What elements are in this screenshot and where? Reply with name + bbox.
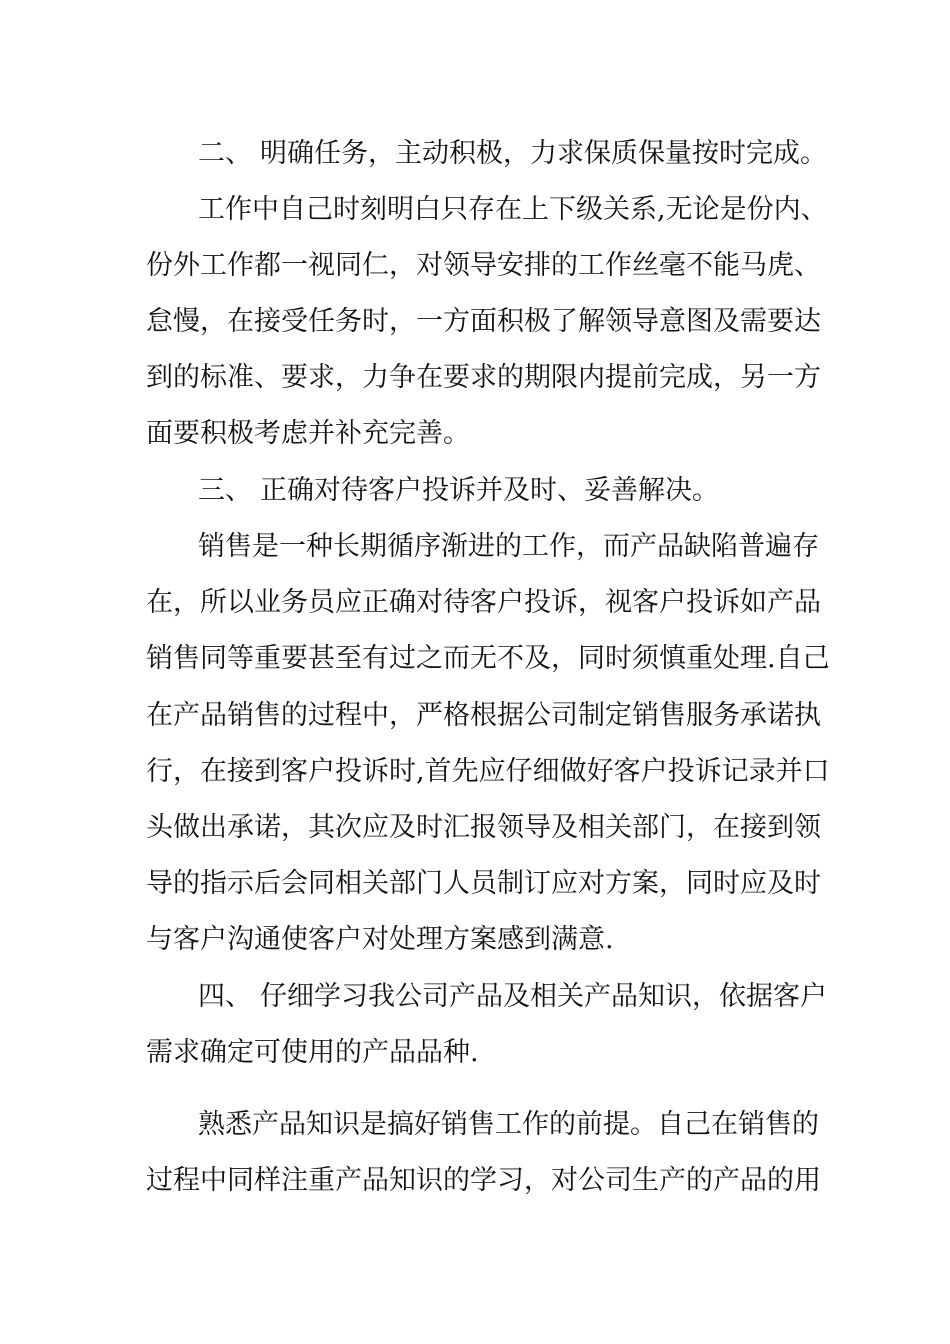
paragraph-line: 销售是一种长期循序渐进的工作，而产品缺陷普遍存: [198, 531, 819, 562]
paragraph-line: 怠慢，在接受任务时，一方面积极了解领导意图及需要达: [146, 306, 821, 337]
paragraph-line: 行，在接到客户投诉时,首先应仔细做好客户投诉记录并口: [146, 756, 830, 787]
paragraph-line: 头做出承诺，其次应及时汇报领导及相关部门，在接到领: [146, 812, 821, 843]
section-number: 二、: [198, 138, 252, 169]
paragraph-line: 面要积极考虑并补充完善。: [146, 418, 470, 449]
paragraph-line: 过程中同样注重产品知识的学习，对公司生产的产品的用: [146, 1165, 821, 1196]
section-title: 明确任务，主动积极，力求保质保量按时完成。: [260, 138, 827, 169]
section-heading: [0, 977, 950, 1017]
paragraph-line: 熟悉产品知识是搞好销售工作的前提。自己在销售的: [198, 1109, 819, 1140]
section-title-continuation: 需求确定可使用的产品品种.: [146, 1037, 479, 1068]
section-title: 仔细学习我公司产品及相关产品知识，依据客户: [260, 981, 827, 1012]
section-number: 四、: [198, 981, 252, 1012]
paragraph-line: 与客户沟通使客户对处理方案感到满意.: [146, 924, 614, 955]
paragraph-line: 份外工作都一视同仁，对领导安排的工作丝毫不能马虎、: [146, 250, 821, 281]
paragraph-line: 在，所以业务员应正确对待客户投诉，视客户投诉如产品: [146, 587, 821, 618]
paragraph-line: 工作中自己时刻明白只存在上下级关系,无论是份内、: [198, 194, 828, 225]
paragraph-line: 销售同等重要甚至有过之而无不及，同时须慎重处理.自己: [146, 643, 830, 674]
paragraph-line: 在产品销售的过程中，严格根据公司制定销售服务承诺执: [146, 700, 821, 731]
section-heading: [0, 471, 950, 511]
paragraph-line: 到的标准、要求，力争在要求的期限内提前完成，另一方: [146, 362, 821, 393]
section-title: 正确对待客户投诉并及时、妥善解决。: [260, 475, 719, 506]
section-number: 三、: [198, 475, 252, 506]
paragraph-line: 导的指示后会同相关部门人员制订应对方案，同时应及时: [146, 868, 821, 899]
section-heading: [0, 134, 950, 174]
